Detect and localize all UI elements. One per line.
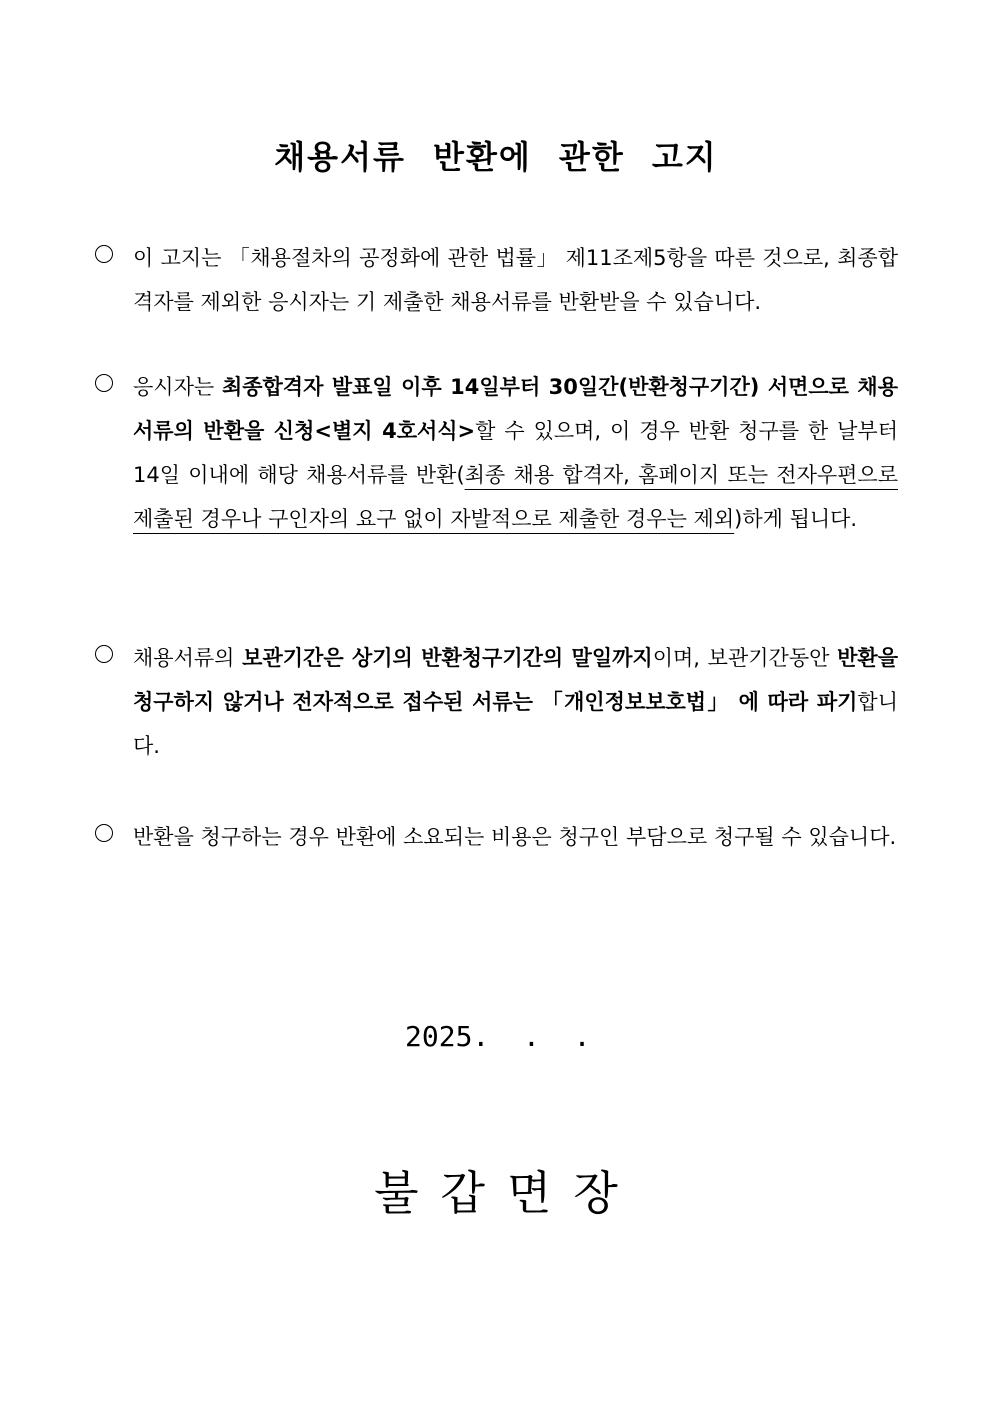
- underlined-text: 최종 채용 합격자, 홈페이지 또는 전자우편으로 제출된 경우나 구인자의 요구 없이 자발적으로 제출한 경우는 제외: [133, 463, 898, 531]
- circle-bullet-icon: [95, 824, 113, 842]
- notice-item-1: [95, 236, 898, 324]
- emphasis-text: 반환을 청구하지 않거나 전자적으로 접수된 서류는 「개인정보보호법」 에 따라 파기: [133, 646, 898, 714]
- document-date: 2025. . .: [405, 1020, 591, 1053]
- issuer-name: 불갑면장: [374, 1166, 640, 1220]
- document-title: 채용서류 반환에 관한 고지: [274, 138, 718, 176]
- emphasis-text: 보관기간은 상기의 반환청구기간의 말일까지: [242, 646, 653, 670]
- notice-item-3-text: 채용서류의 보관기간은 상기의 반환청구기간의 말일까지이며, 보관기간동안 반환을 청구하지 않거나 전자적으로 접수된 서류는 「개인정보보호법」 에 따라 파기합니다.: [133, 646, 898, 758]
- circle-bullet-icon: [95, 374, 113, 392]
- notice-item-2: [95, 365, 898, 541]
- notice-item-4: [95, 815, 898, 859]
- notice-item-3: [95, 636, 898, 768]
- circle-bullet-icon: [95, 245, 113, 263]
- emphasis-text: 최종합격자 발표일 이후 14일부터 30일간(반환청구기간) 서면으로 채용서류의 반환을 신청<별지 4호서식>: [133, 375, 898, 443]
- notice-item-2-text: 응시자는 최종합격자 발표일 이후 14일부터 30일간(반환청구기간) 서면으로 채용서류의 반환을 신청<별지 4호서식>할 수 있으며, 이 경우 반환 청구를 한 날부터 14일 이내에 해당 채용서류를 반환(최종 채용 합격자, 홈페이지 또는 전자우편으로 제출된 경우나 구인자의 요구 없이 자발적으로 제출한 경우는 제외)하게 됩니다.: [133, 375, 898, 531]
- circle-bullet-icon: [95, 645, 113, 663]
- notice-item-1-text: 이 고지는 「채용절차의 공정화에 관한 법률」 제11조제5항을 따른 것으로, 최종합격자를 제외한 응시자는 기 제출한 채용서류를 반환받을 수 있습니다.: [133, 246, 898, 314]
- notice-item-4-text: 반환을 청구하는 경우 반환에 소요되는 비용은 청구인 부담으로 청구될 수 있습니다.: [133, 825, 897, 849]
